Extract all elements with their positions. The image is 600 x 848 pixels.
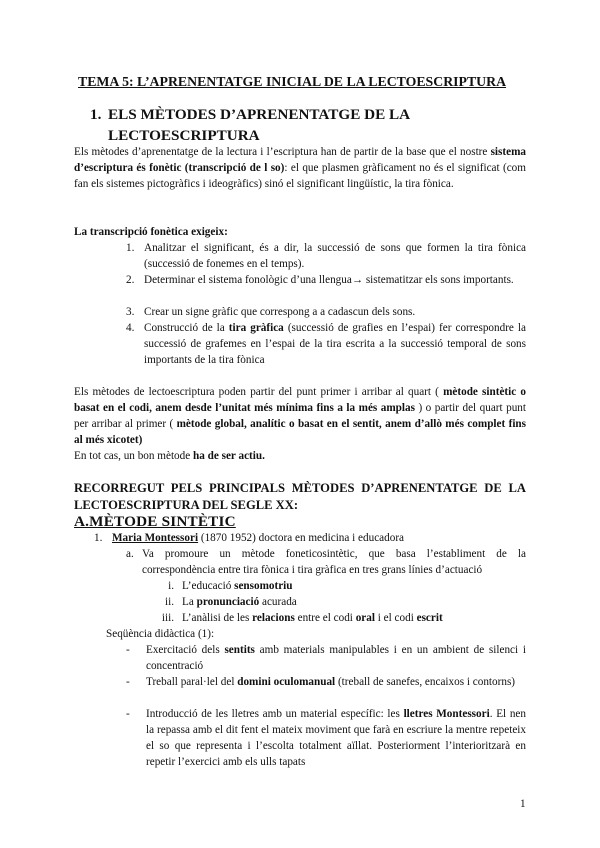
metodes-bold-2: mètode global, analític o basat en el sentit, anem d’allò més complet fins al més xicotet) (74, 418, 527, 446)
dash-bullet: - (126, 676, 130, 688)
metodes-text-1: Els mètodes de lectoescriptura poden partir del punt primer i arribar al quart ( (74, 386, 444, 398)
list-letter: a. (126, 548, 134, 560)
metodes-conclusion (74, 448, 526, 464)
page-number: 1 (520, 798, 526, 810)
montessori-name: Maria Montessori (112, 532, 199, 544)
bullet-text-bold: domini oculomanual (237, 676, 336, 688)
roman-text-bold: oral (355, 612, 375, 624)
list-number: 2. (126, 274, 135, 286)
section-heading-line2: LECTOESCRIPTURA (108, 127, 260, 144)
bullet-text-part: Exercitació dels (146, 644, 225, 656)
list-item (126, 320, 526, 368)
bullet-text-bold: lletres Montessori (403, 708, 490, 720)
roman-text-part: acurada (259, 596, 297, 608)
metodes-paragraph (74, 384, 526, 448)
list-text: Determinar el sistema fonològic d’una llengua→ sistematitzar els sons importants. (144, 274, 514, 286)
list-text-bold: tira gràfica (228, 322, 284, 334)
section-heading-line1: ELS MÈTODES D’APRENENTATGE DE LA (108, 106, 411, 123)
recorregut-heading: RECORREGUT PELS PRINCIPALS MÈTODES D’APRENENTATGE DE LA LECTOESCRIPTURA DEL SEGLE XX: (74, 481, 526, 512)
section-heading (90, 104, 510, 146)
list-text-part: Construcció de la (144, 322, 229, 334)
list-text: Crear un signe gràfic que correspong a a cadascun dels sons. (144, 306, 416, 318)
list-item (126, 240, 526, 272)
roman-numeral: iii. (161, 612, 174, 624)
roman-text-part: L’educació (182, 580, 235, 592)
list-number: 3. (126, 306, 135, 318)
list-item (126, 272, 526, 288)
montessori-subitem-a (126, 546, 526, 578)
list-item (126, 304, 526, 320)
roman-text (182, 578, 526, 594)
bullet-text-part: Introducció de les lletres amb un material específic: les (146, 708, 404, 720)
roman-text-bold: escrit (416, 612, 443, 624)
list-text-part: (successió de grafies en l’espai) fer correspondre la successió de grafemes en l’espai de la tira escrita a la successió temporal de sons importants de la tira fònica (144, 322, 526, 366)
sequence-label: Seqüència didàctica (1): (106, 628, 215, 640)
roman-numeral: ii. (164, 596, 174, 608)
list-text (144, 320, 526, 368)
roman-text (182, 594, 526, 610)
bullet-text-bold: sentits (224, 644, 255, 656)
roman-text-bold: pronunciació (196, 596, 260, 608)
montessori-item (94, 530, 526, 546)
bullet-item (126, 706, 526, 770)
bullet-text-part: amb materials manipulables i en un ambient de silenci i concentració (146, 644, 526, 672)
roman-item (148, 594, 526, 610)
dash-bullet: - (126, 644, 130, 656)
metodes-text-3: En tot cas, un bon mètode (74, 450, 193, 462)
montessori-desc: (1870 1952) doctora en medicina i educadora (198, 532, 405, 544)
intro-text-1: Els mètodes d’aprenentatge de la lectura i l’escriptura han de partir de la base que el nostre (74, 146, 491, 158)
dash-bullet: - (126, 708, 130, 720)
bullet-text-part: . El nen la repassa amb el dit fent el mateix moviment que farà en escriure la mentre repeteix el so que representa i l’escolta totalment aïllat. Posteriorment l’interioritzarà en repetir l’exercici amb els ulls tapats (146, 708, 526, 768)
roman-item (148, 578, 526, 594)
roman-text-part: La (182, 596, 197, 608)
section-number: 1. (90, 106, 102, 123)
intro-text-2: : el que plasmen gràficament no és el significat (com fan els sistemes pictogràfics i ideogràfics) sinó el significant lingüístic, la tira fònica. (74, 162, 526, 190)
roman-numeral: i. (168, 580, 174, 592)
intro-bold: sistema d’escriptura és fonètic (transcripció de l so) (74, 146, 526, 174)
list-text: Analitzar el significant, és a dir, la successió de sons que formen la tira fònica (successió de fonemes en el temps). (144, 242, 526, 270)
roman-text-part: i el codi (374, 612, 417, 624)
metodes-bold-1: mètode sintètic o basat en el codi, anem desde l’unitat més mínima fins a la més amplas (74, 386, 527, 414)
bullet-text (146, 706, 526, 770)
roman-text-bold: sensomotriu (234, 580, 293, 592)
list-number: 1. (126, 242, 135, 254)
montessori-line (112, 530, 526, 546)
list-number: 4. (126, 322, 135, 334)
metodes-bold-3: ha de ser actiu. (193, 450, 265, 462)
intro-paragraph (74, 144, 526, 192)
bullet-text (146, 674, 526, 690)
bullet-item (126, 674, 526, 690)
transcripcio-heading: La transcripció fonètica exigeix: (74, 226, 228, 238)
list-text: Va promoure un mètode foneticosintètic, que basa l’establiment de la correspondència entre tira fònica i tira gràfica en tres grans línies d’actuació (142, 548, 526, 576)
roman-item (148, 610, 526, 626)
bullet-item (126, 642, 526, 674)
roman-text-bold: relacions (252, 612, 295, 624)
roman-text-part: entre el codi (294, 612, 356, 624)
bullet-text-part: (treball de sanefes, encaixos i contorns) (335, 676, 516, 688)
metode-sintetic-heading: A.MÈTODE SINTÈTIC (74, 513, 236, 530)
bullet-text-part: Treball paral·lel del (146, 676, 238, 688)
roman-text (182, 610, 526, 626)
roman-text-part: L’anàlisi de les (182, 612, 253, 624)
metodes-text-2: ) o partir del quart punt per arribar al primer ( (74, 402, 526, 430)
list-number: 1. (94, 532, 103, 544)
bullet-text (146, 642, 526, 674)
document-title: TEMA 5: L’APRENENTATGE INICIAL DE LA LECTOESCRIPTURA (78, 74, 507, 89)
